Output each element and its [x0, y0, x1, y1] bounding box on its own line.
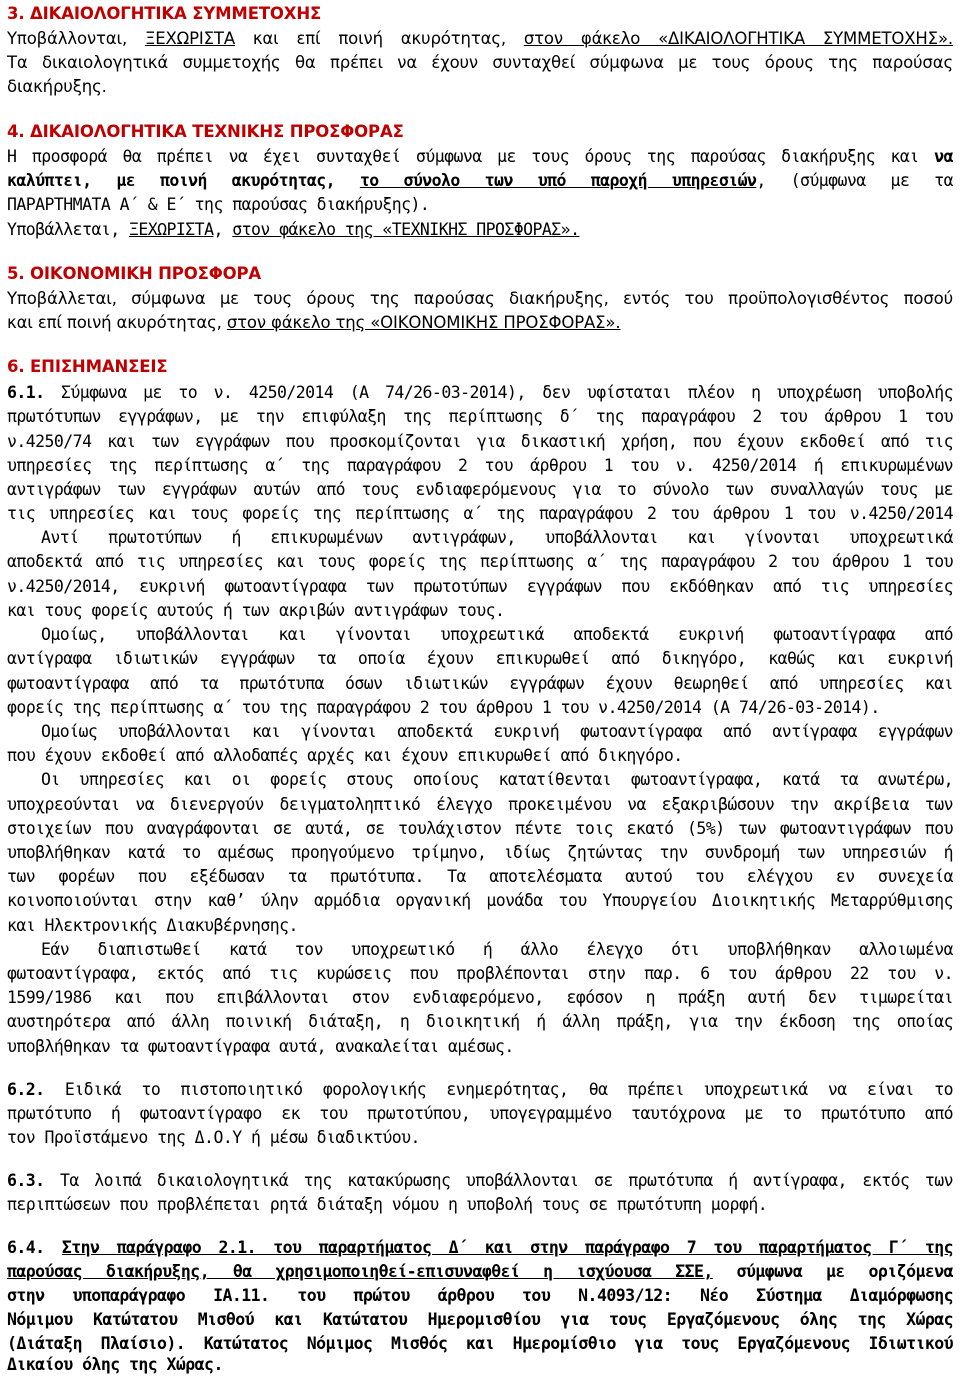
- p61e-line-1: υποχρεούνται να διενεργούν δειγματοληπτικό έλεγχο προκειμένου να εξακριβώσουν την ακρίβεια των: [7, 795, 953, 814]
- text: , (σύμφωνα με τα: [756, 171, 953, 190]
- p61f-line-0: Εάν διαπιστωθεί κατά τον υποχρεωτικό ή άλλο έλεγχο ότι υποβλήθηκαν αλλοιωμένα: [41, 940, 953, 959]
- text: Σύμφωνα με το ν. 4250/2014 (Α 74/26-03-2014), δεν υφίσταται πλέον η υποχρέωση υποβολής: [44, 383, 953, 402]
- p61-line-5: τις υπηρεσίες και τους φορείς της περίπτωσης α΄ της παραγράφου 2 του άρθρου 1 του ν.4250/2014: [7, 504, 953, 523]
- underlined-text: ΞΕΧΩΡΙΣΤΑ: [144, 29, 235, 48]
- bold-text: καλύπτει, με ποινή ακυρότητας,: [7, 171, 360, 190]
- s3-line-3: διακήρυξης.: [7, 77, 107, 96]
- text: και επί ποινή ακυρότητας,: [234, 29, 524, 48]
- p61-line-0: [7, 382, 953, 404]
- underlined-text: ΞΕΧΩΡΙΣΤΑ: [129, 220, 214, 239]
- text: Ειδικά το πιστοποιητικό φορολογικής ενημερότητας, θα πρέπει υποχρεωτικά να είναι το: [44, 1080, 953, 1099]
- section-3-heading: 3. ΔΙΚΑΙΟΛΟΓΗΤΙΚΑ ΣΥΜΜΕΤΟΧΗΣ: [7, 4, 322, 23]
- p61b-line-0: Αντί πρωτοτύπων ή επικυρωμένων αντιγράφων, υποβάλλονται και γίνονται υποχρεωτικά: [41, 528, 953, 547]
- text: Υποβάλλονται,: [7, 29, 145, 48]
- p61b-line-1: αποδεκτά από τις υπηρεσίες και τους φορείς της περίπτωσης α΄ της παραγράφου 2 του άρθρου 1 του: [7, 552, 953, 571]
- underlined-text: στον φάκελο της «ΤΕΧΝΙΚΗΣ ΠΡΟΣΦΟΡΑΣ».: [232, 220, 580, 239]
- p61e-line-3: υποβλήθηκαν κατά το αμέσως προηγούμενο τρίμηνο, ιδίως ζητώντας την συνδρομή των υπηρεσιών ή: [7, 843, 953, 862]
- p61e-line-2: στοιχείων που αναγράφονται σε αυτά, σε τουλάχιστον πέντε τοις εκατό (5%) των φωτοαντιγράφων που: [7, 819, 953, 838]
- s4-line-1: [7, 146, 953, 168]
- p61-line-4: αντιγράφων των εγγράφων αυτών από τους ενδιαφερόμενους για το σύνολο των συναλλαγών τους με: [7, 480, 953, 499]
- p61c-line-2: φωτοαντίγραφα από τα πρωτότυπα όσων ιδιωτικών εγγράφων έχουν θεωρηθεί από υπηρεσίες και: [7, 674, 953, 693]
- section-5-heading: 5. ΟΙΚΟΝΟΜΙΚΗ ΠΡΟΣΦΟΡΑ: [7, 264, 262, 283]
- p61-line-1: πρωτότυπων εγγράφων, με την επιφύλαξη της περίπτωσης δ΄ της παραγράφου 2 του άρθρου 1 του: [7, 407, 953, 426]
- underlined-text: παρούσας διακήρυξης, θα χρησιμοποιηθεί-επισυναφθεί η ισχύουσα ΣΣΕ,: [7, 1262, 713, 1281]
- p64-line-3: στην υποπαράγραφο ΙΑ.11. του πρώτου άρθρου του Ν.4093/12: Νέο Σύστημα Διαμόρφωσης: [7, 1286, 953, 1305]
- p61e-line-0: Οι υπηρεσίες και οι φορείς στους οποίους κατατίθενται φωτοαντίγραφα, κατά τα ανωτέρω,: [41, 770, 953, 789]
- section-6-heading: 6. ΕΠΙΣΗΜΑΝΣΕΙΣ: [7, 357, 168, 376]
- p61d-line-1: που έχουν εκδοθεί από αλλοδαπές αρχές και έχουν επικυρωθεί από δικηγόρο.: [7, 746, 683, 765]
- p61c-line-3: φορείς της περίπτωσης α΄ του της παραγράφου 2 του άρθρου 1 του ν.4250/2014 (Α 74/26-03-2014).: [7, 698, 880, 717]
- p64-line-5: (Διάταξη Πλαίσιο). Κατώτατος Νόμιμος Μισθός και Ημερομίσθιο για τους Εργαζόμενους Ιδιωτικού: [7, 1334, 953, 1353]
- underlined-text: Στην παράγραφο 2.1. του παραρτήματος Δ΄ και στην παράγραφο 7 του παραρτήματος Γ΄ της: [61, 1238, 954, 1257]
- item-number: 6.3.: [7, 1171, 45, 1190]
- bold-underlined-text: το σύνολο των υπό παροχή υπηρεσιών: [359, 171, 757, 190]
- s3-line-1: [7, 28, 953, 50]
- p61e-line-6: και Ηλεκτρονικής Διακυβέρνησης.: [7, 916, 298, 935]
- p61b-line-2: ν.4250/2014, ευκρινή φωτοαντίγραφα των πρωτοτύπων εγγράφων που εκδόθηκαν από τις υπηρεσίες: [7, 577, 953, 596]
- text: σύμφωνα με οριζόμενα: [712, 1262, 953, 1281]
- p61d-line-0: Ομοίως υποβάλλονται και γίνονται αποδεκτά ευκρινή φωτοαντίγραφα από αντίγραφα εγγράφων: [41, 722, 953, 741]
- s4-line-4: [7, 219, 953, 241]
- p61e-line-4: των φορέων που εξέδωσαν τα πρωτότυπα. Τα αποτελέσματα αυτού του ελέγχου εν συνεχεία: [7, 867, 953, 886]
- p62-line-2: τον Προϊστάμενο της Δ.Ο.Υ ή μέσω διαδικτύου.: [7, 1128, 420, 1147]
- text: και επί ποινή ακυρότητας,: [7, 313, 227, 332]
- s4-line-2: [7, 170, 953, 192]
- s5-line-1: Υποβάλλεται, σύμφωνα με τους όρους της παρούσας διακήρυξης, εντός του προϋπολογισθέντος ποσού: [7, 289, 953, 308]
- p62-line-0: [7, 1079, 953, 1101]
- s4-line-3: ΠΑΡΑΡΤΗΜΑΤΑ Α΄ & Ε΄ της παρούσας διακήρυξης).: [7, 195, 430, 214]
- p63-line-0: [7, 1170, 953, 1192]
- s5-line-2: [7, 312, 953, 334]
- p61b-line-3: και τους φορείς αυτούς ή των ακριβών αντιγράφων τους.: [7, 601, 505, 620]
- p61f-line-3: αυστηρότερα από άλλη ποινική διάταξη, η διοικητική ή άλλη πράξη, για την έκδοση της οποίας: [7, 1012, 953, 1031]
- p61f-line-1: φωτοαντίγραφα, εκτός από τις κυρώσεις που προβλέπονται στην παρ. 6 του άρθρου 22 του ν.: [7, 964, 953, 983]
- underlined-text: στον φάκελο της «ΟΙΚΟΝΟΜΙΚΗΣ ΠΡΟΣΦΟΡΑΣ».: [226, 313, 621, 332]
- p61f-line-2: 1599/1986 και που επιβάλλονται στον ενδιαφερόμενο, εφόσον η πράξη αυτή δεν τιμωρείται: [7, 988, 953, 1007]
- item-number: 6.4.: [7, 1238, 45, 1257]
- p62-line-1: πρωτότυπο ή φωτοαντίγραφο εκ του πρωτοτύπου, υπογεγραμμένο ταυτόχρονα με το πρωτότυπο από: [7, 1104, 953, 1123]
- s3-line-2: Τα δικαιολογητικά συμμετοχής θα πρέπει να έχουν συνταχθεί σύμφωνα με τους όρους της παρούσας: [7, 53, 953, 72]
- p63-line-1: περιπτώσεων που προβλέπεται ρητά διάταξη νόμου η υποβολή τους σε πρωτότυπη μορφή.: [7, 1195, 768, 1214]
- bold-text: να: [934, 147, 953, 166]
- underlined-text: στον φάκελο «ΔΙΚΑΙΟΛΟΓΗΤΙΚΑ ΣΥΜΜΕΤΟΧΗΣ».: [523, 29, 953, 48]
- p64-line-1: [7, 1237, 953, 1259]
- text: Η προσφορά θα πρέπει να έχει συνταχθεί σύμφωνα με τους όρους της παρούσας διακήρυξης και: [7, 147, 935, 166]
- p61c-line-0: Ομοίως, υποβάλλονται και γίνονται υποχρεωτικά αποδεκτά ευκρινή φωτοαντίγραφα από: [41, 625, 953, 644]
- section-4-heading: 4. ΔΙΚΑΙΟΛΟΓΗΤΙΚΑ ΤΕΧΝΙΚΗΣ ΠΡΟΣΦΟΡΑΣ: [7, 122, 404, 141]
- text: Υποβάλλεται,: [7, 220, 129, 239]
- p64-line-2: [7, 1261, 953, 1283]
- p64-line-6: Δικαίου όλης της Χώρας.: [7, 1355, 223, 1374]
- p64-line-4: Νόμιμου Κατώτατου Μισθού και Κατώτατου Ημερομισθίου για τους Εργαζόμενους όλης της Χώρας: [7, 1310, 953, 1329]
- p61e-line-5: κοινοποιούνται στην καθ’ ύλην αρμόδια οργανική μονάδα του Υπουργείου Διοικητικής Μεταρρύθμισης: [7, 891, 953, 910]
- p61-line-2: ν.4250/74 και των εγγράφων που προσκομίζονται για δικαστική χρήση, που έχουν εκδοθεί από τις: [7, 432, 953, 451]
- p61c-line-1: αντίγραφα ιδιωτικών εγγράφων τα οποία έχουν επικυρωθεί από δικηγόρο, καθώς και ευκρινή: [7, 649, 953, 668]
- item-number: 6.2.: [7, 1080, 45, 1099]
- p61f-line-4: υποβλήθηκαν τα φωτοαντίγραφα αυτά, ανακαλείται αμέσως.: [7, 1037, 514, 1056]
- text: ,: [213, 220, 233, 239]
- p61-line-3: υπηρεσίες της περίπτωσης α΄ της παραγράφου 2 του άρθρου 1 του ν. 4250/2014 ή επικυρωμένων: [7, 456, 953, 475]
- item-number: 6.1.: [7, 383, 45, 402]
- text: Τα λοιπά δικαιολογητικά της κατακύρωσης υποβάλλονται σε πρωτότυπα ή αντίγραφα, εκτός των: [44, 1171, 953, 1190]
